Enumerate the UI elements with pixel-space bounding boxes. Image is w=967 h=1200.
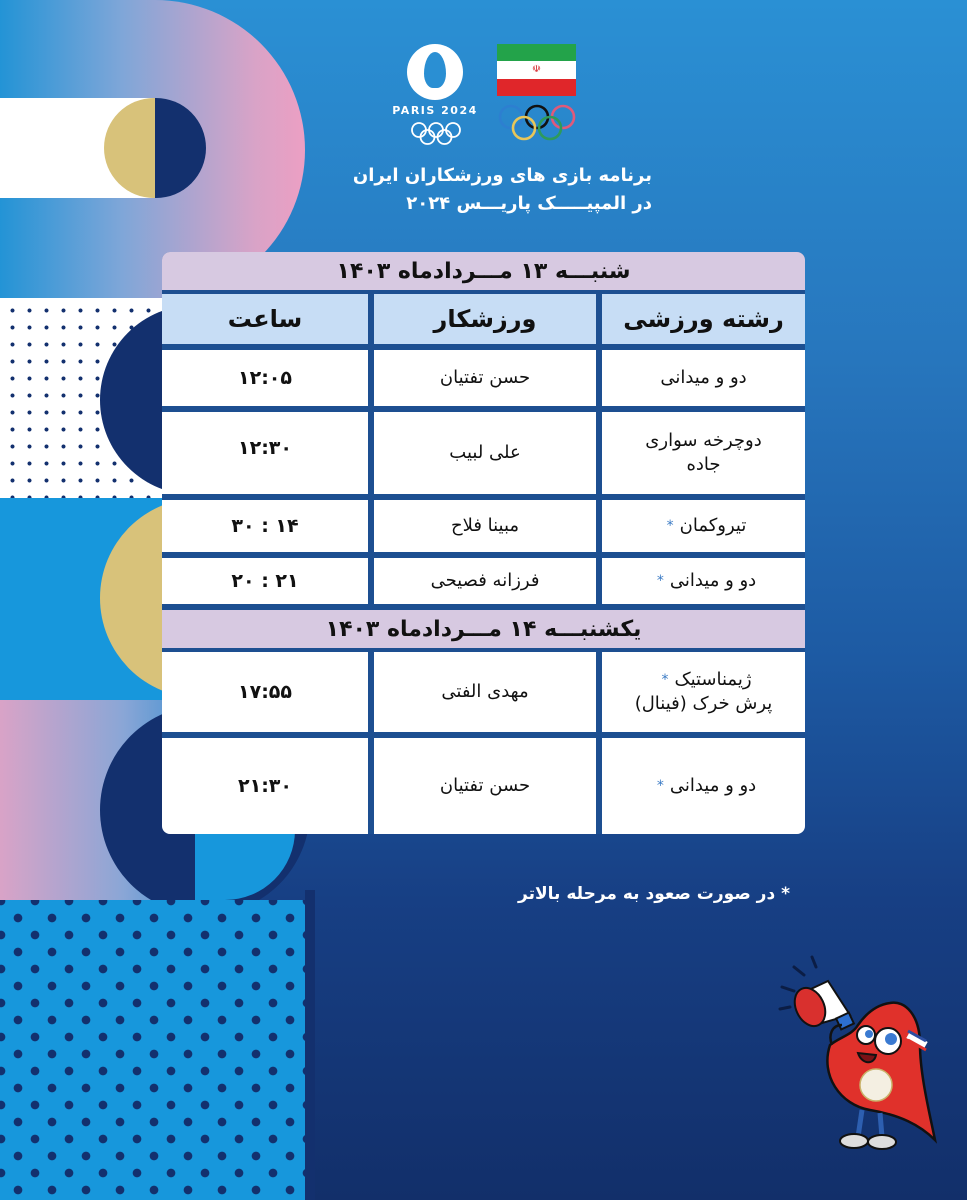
athlete-cell: علی لبیب (374, 412, 596, 494)
sport-name: ژیمناستیک (674, 669, 752, 690)
time-cell: ۱۷:۵۵ (162, 652, 368, 732)
column-header-athlete: ورزشکار (374, 294, 596, 344)
sport-name: دوچرخه سواری (645, 430, 762, 451)
time-cell: ۲۱:۳۰ (162, 738, 368, 834)
sport-cell (602, 738, 805, 834)
time-cell: ۱۲:۰۵ (162, 350, 368, 406)
sport-cell (602, 558, 805, 604)
table-row (162, 500, 805, 558)
table-row (162, 558, 805, 610)
sport-name: دو و میدانی (669, 775, 757, 796)
asterisk-icon: * (661, 672, 669, 688)
asterisk-icon: * (666, 518, 674, 534)
sport-name: تیروکمان (679, 515, 747, 536)
column-header-row (162, 294, 805, 350)
footnote: * در صورت صعود به مرحله بالاتر (518, 884, 790, 904)
column-header-time: ساعت (162, 294, 368, 344)
olympic-rings-small-icon (410, 122, 462, 146)
sport-name: دو و میدانی (669, 570, 757, 591)
paris-2024-text: PARIS 2024 (392, 104, 478, 117)
time-cell: ۱۴ : ۳۰ (162, 500, 368, 552)
sport-subname: پرش خرک (فینال) (634, 693, 773, 714)
sport-subname: جاده (686, 454, 721, 475)
table-row (162, 412, 805, 500)
table-row (162, 350, 805, 412)
time-cell: ۱۲:۳۰ (162, 412, 368, 494)
megaphone-icon (789, 981, 854, 1031)
sport-cell (602, 412, 805, 494)
schedule-table (162, 252, 805, 834)
day-header-1: شنبـــه ۱۳ مـــردادماه ۱۴۰۳ (162, 252, 805, 294)
iran-flag-icon (497, 44, 576, 96)
asterisk-icon: * (656, 573, 664, 589)
decorative-navy-stripe (305, 890, 315, 1200)
paris-2024-logo (392, 44, 488, 148)
athlete-cell: حسن تفتیان (374, 350, 596, 406)
sport-name: دو و میدانی (660, 367, 747, 388)
title-line-1: برنامه بازی های ورزشکاران ایران (352, 165, 652, 186)
athlete-cell: مهدی الفتی (374, 652, 596, 732)
athlete-cell: فرزانه فصیحی (374, 558, 596, 604)
time-cell: ۲۱ : ۲۰ (162, 558, 368, 604)
column-header-sport: رشته ورزشی (602, 294, 805, 344)
sport-cell (602, 500, 805, 552)
paris-2024-emblem-icon (407, 44, 463, 100)
decorative-dotted-blue-panel-offset (0, 900, 305, 1200)
table-row (162, 652, 805, 738)
page-title (300, 162, 652, 218)
table-row (162, 738, 805, 834)
sport-cell (602, 350, 805, 406)
athlete-cell: حسن تفتیان (374, 738, 596, 834)
iran-emblem-icon: ☫ (532, 64, 541, 75)
day-header-2: یکشنبـــه ۱۴ مـــردادماه ۱۴۰۳ (162, 610, 805, 652)
asterisk-icon: * (656, 778, 664, 794)
athlete-cell: مبینا فلاح (374, 500, 596, 552)
title-line-2: در المپیـــــک پاریـــس ۲۰۲۴ (406, 193, 652, 214)
olympic-rings-color-icon (497, 103, 577, 143)
sport-cell (602, 652, 805, 732)
phryge-mascot-icon (770, 945, 950, 1155)
